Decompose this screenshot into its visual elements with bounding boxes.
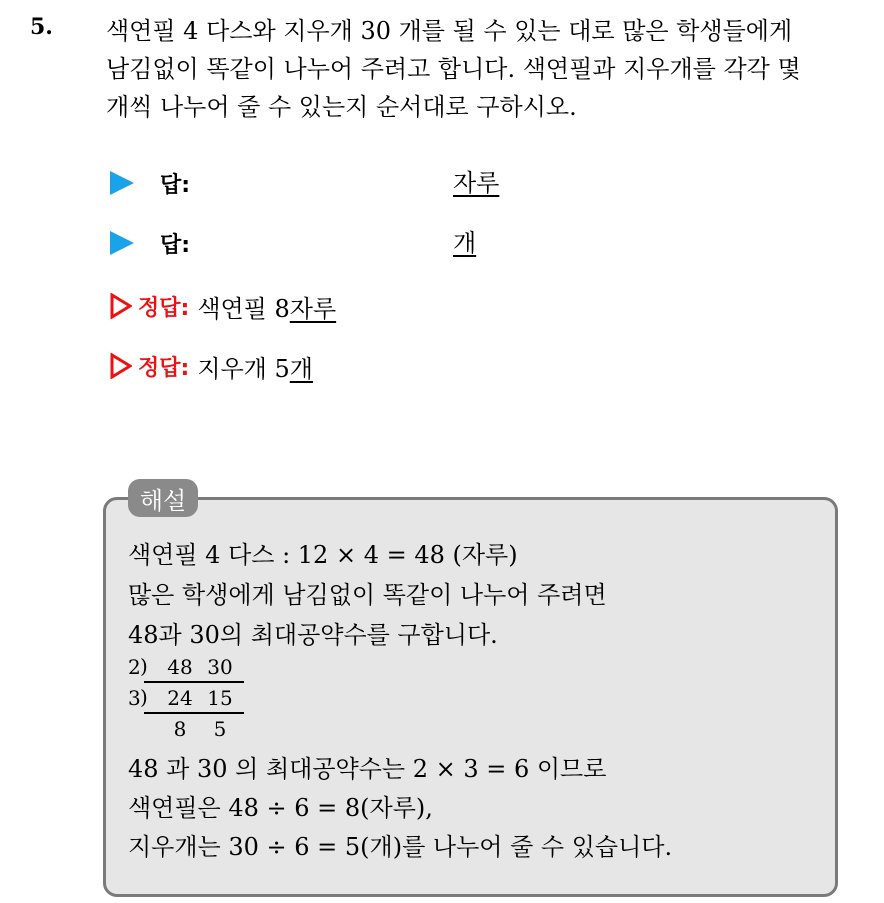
answer-row-1 bbox=[110, 166, 190, 200]
answer-unit-2: 개 bbox=[453, 229, 477, 257]
correct-answer-unit: 개 bbox=[289, 354, 313, 383]
division-line bbox=[144, 681, 244, 683]
correct-answer-row-2 bbox=[110, 349, 313, 383]
answer-label: 답: bbox=[160, 232, 191, 258]
explanation-line: 48과 30의 최대공약수를 구합니다. bbox=[128, 621, 498, 649]
outline-arrow-icon bbox=[110, 353, 132, 379]
division-value: 8 bbox=[173, 717, 187, 741]
division-value: 5 bbox=[213, 717, 227, 741]
outline-arrow-icon bbox=[110, 293, 132, 319]
answer-label: 답: bbox=[160, 172, 191, 198]
correct-answer-text: 지우개 5 bbox=[197, 354, 290, 383]
correct-answer-value bbox=[197, 289, 336, 324]
explanation-line: 색연필은 48 ÷ 6 = 8(자루), bbox=[128, 794, 433, 822]
explanation-line: 지우개는 30 ÷ 6 = 5(개)를 나누어 줄 수 있습니다. bbox=[128, 833, 673, 861]
divisor: 2 bbox=[128, 655, 141, 679]
answer-unit-1: 자루 bbox=[453, 169, 500, 197]
division-value: 15 bbox=[207, 686, 233, 710]
question-line-2: 남김없이 똑같이 나누어 주려고 합니다. 색연필과 지우개를 각각 몇 bbox=[106, 55, 801, 83]
correct-answer-unit: 자루 bbox=[289, 294, 337, 323]
explanation-lines-bottom bbox=[128, 750, 672, 867]
division-line bbox=[144, 712, 244, 714]
explanation-line: 색연필 4 다스 : 12 × 4 = 48 (자루) bbox=[128, 541, 518, 569]
correct-answer-label: 정답: bbox=[138, 295, 190, 321]
correct-answer-row-1 bbox=[110, 289, 336, 323]
explanation-tab: 해설 bbox=[128, 479, 198, 517]
ladder-division bbox=[128, 655, 328, 743]
division-bracket: ) bbox=[140, 654, 148, 678]
play-arrow-icon bbox=[110, 171, 134, 195]
division-value: 48 bbox=[167, 655, 193, 679]
question-line-1: 색연필 4 다스와 지우개 30 개를 될 수 있는 대로 많은 학생들에게 bbox=[106, 17, 793, 45]
answer-row-2 bbox=[110, 226, 190, 260]
division-value: 30 bbox=[207, 655, 233, 679]
correct-answer-text: 색연필 8 bbox=[197, 294, 290, 323]
division-value: 24 bbox=[167, 686, 193, 710]
correct-answer-value bbox=[197, 349, 313, 384]
question-number: 5. bbox=[30, 14, 53, 40]
question-line-3: 개씩 나누어 줄 수 있는지 순서대로 구하시오. bbox=[106, 93, 577, 121]
explanation-lines-top bbox=[128, 535, 607, 655]
correct-answer-label: 정답: bbox=[138, 355, 190, 381]
explanation-line: 많은 학생에게 남김없이 똑같이 나누어 주려면 bbox=[128, 581, 607, 609]
division-bracket: ) bbox=[140, 685, 148, 709]
explanation-line: 48 과 30 의 최대공약수는 2 × 3 = 6 이므로 bbox=[128, 755, 607, 783]
question-text bbox=[106, 12, 866, 126]
play-arrow-icon bbox=[110, 231, 134, 255]
divisor: 3 bbox=[128, 686, 141, 710]
